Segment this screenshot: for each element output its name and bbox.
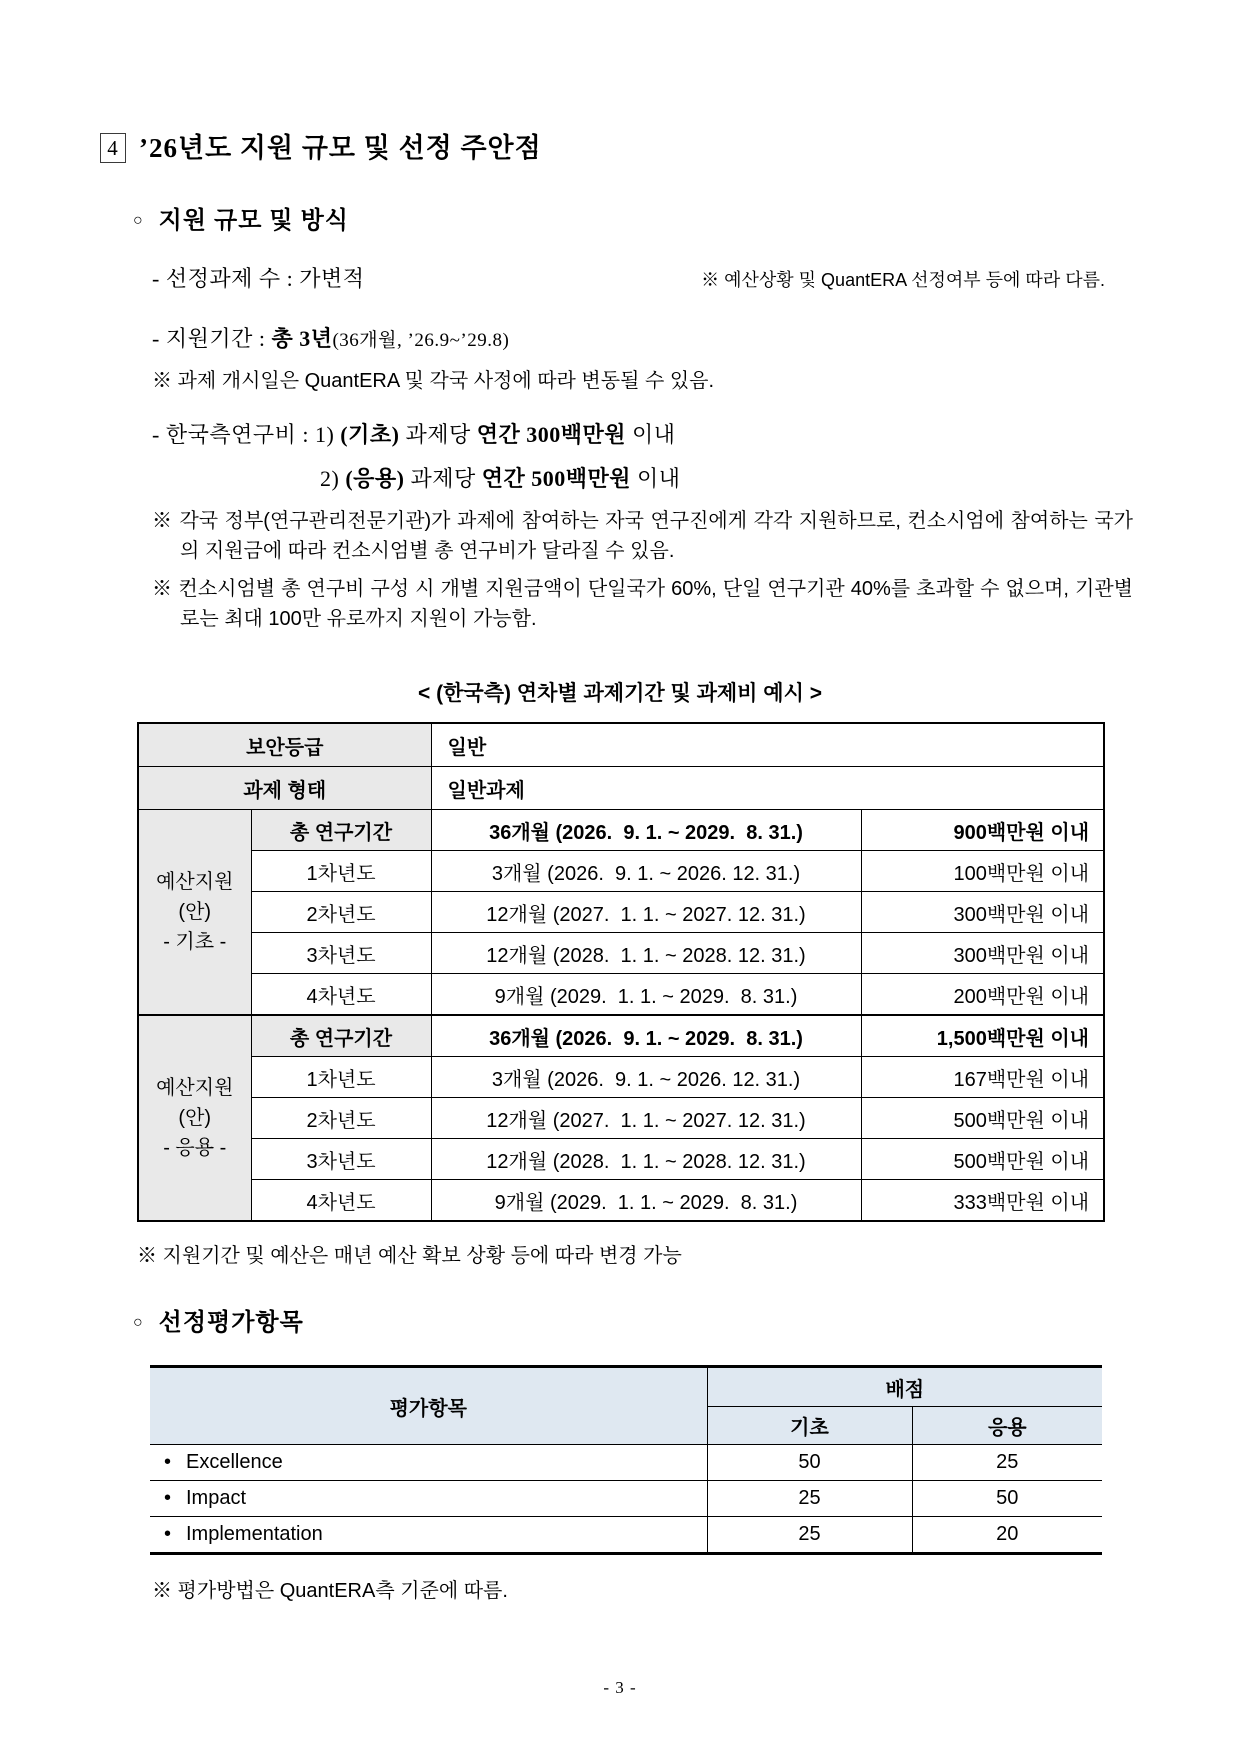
amount-cell: 1,500백만원 이내 <box>861 1015 1104 1057</box>
security-grade-row <box>138 723 1104 767</box>
amount-cell: 200백만원 이내 <box>861 974 1104 1016</box>
budget1-type: (기초) <box>340 422 400 447</box>
project-type-row <box>138 767 1104 810</box>
budget2-mid: 과제당 <box>404 466 482 491</box>
table-row-basic-y3 <box>138 933 1104 974</box>
amount-cell: 500백만원 이내 <box>861 1098 1104 1139</box>
year-cell: 2차년도 <box>251 1098 431 1139</box>
circle-bullet-icon: ○ <box>133 1314 144 1331</box>
year-cell: 2차년도 <box>251 892 431 933</box>
year-cell: 1차년도 <box>251 851 431 892</box>
period-cell: 9개월 (2029. 1. 1. ~ 2029. 8. 31.) <box>431 974 861 1016</box>
period-prefix: - 지원기간 : <box>152 326 272 351</box>
group-label-line: 예산지원 <box>156 871 234 893</box>
consortium-note-2: ※ 컨소시엄별 총 연구비 구성 시 개별 지원금액이 단일국가 60%, 단일 연구기관 40%를 초과할 수 없으며, 기관별로는 최대 100만 유로까지 지원이 가능함. <box>152 578 1133 630</box>
period-cell: 12개월 (2027. 1. 1. ~ 2027. 12. 31.) <box>431 1098 861 1139</box>
period-detail: (36개월, ’26.9~’29.8) <box>332 330 510 351</box>
line-korea-budget-applied <box>320 464 1240 494</box>
year-cell: 총 연구기간 <box>251 810 431 851</box>
project-count-label: - 선정과제 수 : 가변적 <box>152 266 365 291</box>
subsection-heading-eval <box>133 1308 1240 1338</box>
circle-bullet-icon: ○ <box>133 212 144 229</box>
year-cell: 총 연구기간 <box>251 1015 431 1057</box>
budget2-prefix: 2) <box>320 466 346 491</box>
line-support-period <box>152 324 1105 356</box>
eval-col-score-header: 배점 <box>707 1367 1102 1407</box>
period-cell: 3개월 (2026. 9. 1. ~ 2026. 12. 31.) <box>431 1057 861 1098</box>
eval-applied-score: 20 <box>912 1517 1102 1554</box>
bullet-icon: • <box>164 1523 172 1545</box>
year-cell: 4차년도 <box>251 974 431 1016</box>
eval-basic-score: 25 <box>707 1481 912 1517</box>
table-row-applied-total <box>138 1015 1104 1057</box>
evaluation-note: ※ 평가방법은 QuantERA측 기준에 따름. <box>152 1580 508 1602</box>
period-cell: 9개월 (2029. 1. 1. ~ 2029. 8. 31.) <box>431 1180 861 1222</box>
period-bold: 총 3년 <box>271 326 333 351</box>
type-value-cell: 일반과제 <box>431 767 1104 810</box>
eval-item-label: Excellence <box>186 1451 283 1473</box>
group-label-line: - 응용 - <box>163 1137 227 1159</box>
amount-cell: 300백만원 이내 <box>861 892 1104 933</box>
amount-cell: 300백만원 이내 <box>861 933 1104 974</box>
budget1-mid: 과제당 <box>399 422 477 447</box>
group-label-line: - 기초 - <box>163 931 227 953</box>
budget1-suffix: 이내 <box>625 422 676 447</box>
eval-col-applied-header: 응용 <box>912 1407 1102 1445</box>
subsection-title-support: 지원 규모 및 방식 <box>158 208 349 234</box>
amount-cell: 500백만원 이내 <box>861 1139 1104 1180</box>
amount-cell: 333백만원 이내 <box>861 1180 1104 1222</box>
eval-item-label: Implementation <box>186 1523 323 1545</box>
group-label-cell-basic <box>138 810 251 1016</box>
eval-item-label: Impact <box>186 1487 247 1509</box>
year-cell: 3차년도 <box>251 1139 431 1180</box>
eval-item-cell <box>150 1445 707 1481</box>
section-heading <box>100 130 1240 166</box>
security-label-cell: 보안등급 <box>138 723 431 767</box>
eval-item-cell <box>150 1517 707 1554</box>
table-row-basic-y2 <box>138 892 1104 933</box>
table-row-basic-y4 <box>138 974 1104 1016</box>
table-row-applied-y3 <box>138 1139 1104 1180</box>
budget-table-note: ※ 지원기간 및 예산은 매년 예산 확보 상황 등에 따라 변경 가능 <box>137 1245 682 1267</box>
eval-row-implementation <box>150 1517 1102 1554</box>
evaluation-table <box>150 1365 1102 1555</box>
bullet-icon: • <box>164 1451 172 1473</box>
year-cell: 1차년도 <box>251 1057 431 1098</box>
year-cell: 4차년도 <box>251 1180 431 1222</box>
eval-basic-score: 25 <box>707 1517 912 1554</box>
eval-header-row-1 <box>150 1367 1102 1407</box>
eval-row-impact <box>150 1481 1102 1517</box>
amount-cell: 100백만원 이내 <box>861 851 1104 892</box>
subsection-title-eval: 선정평가항목 <box>158 1310 304 1336</box>
line-korea-budget-basic <box>152 420 1105 450</box>
group-label-line: (안) <box>178 1107 212 1129</box>
line-project-count <box>152 264 1105 294</box>
period-note: ※ 과제 개시일은 QuantERA 및 각국 사정에 따라 변동될 수 있음. <box>152 370 715 392</box>
amount-cell: 167백만원 이내 <box>861 1057 1104 1098</box>
period-cell: 12개월 (2027. 1. 1. ~ 2027. 12. 31.) <box>431 892 861 933</box>
period-cell: 3개월 (2026. 9. 1. ~ 2026. 12. 31.) <box>431 851 861 892</box>
group-label-line: 예산지원 <box>156 1077 234 1099</box>
eval-row-excellence <box>150 1445 1102 1481</box>
eval-col-basic-header: 기초 <box>707 1407 912 1445</box>
section-number-box: 4 <box>100 133 126 163</box>
budget1-amount: 연간 300백만원 <box>476 422 626 447</box>
security-value-cell: 일반 <box>431 723 1104 767</box>
table-row-applied-y2 <box>138 1098 1104 1139</box>
period-cell: 36개월 (2026. 9. 1. ~ 2029. 8. 31.) <box>431 810 861 851</box>
budget2-suffix: 이내 <box>631 466 681 491</box>
page-number: - 3 - <box>603 1678 637 1697</box>
year-cell: 3차년도 <box>251 933 431 974</box>
group-label-cell-applied <box>138 1015 251 1221</box>
section-title: ’26년도 지원 규모 및 선정 주안점 <box>139 133 542 163</box>
budget2-amount: 연간 500백만원 <box>481 466 632 491</box>
amount-cell: 900백만원 이내 <box>861 810 1104 851</box>
table-row-applied-y4 <box>138 1180 1104 1222</box>
bullet-icon: • <box>164 1487 172 1509</box>
table-row-basic-y1 <box>138 851 1104 892</box>
eval-col-item-header: 평가항목 <box>150 1367 707 1445</box>
table-row-applied-y1 <box>138 1057 1104 1098</box>
period-cell: 12개월 (2028. 1. 1. ~ 2028. 12. 31.) <box>431 1139 861 1180</box>
period-cell: 12개월 (2028. 1. 1. ~ 2028. 12. 31.) <box>431 933 861 974</box>
project-count-note: ※ 예산상황 및 QuantERA 선정여부 등에 따라 다름. <box>701 270 1105 290</box>
budget-table-title: < (한국측) 연차별 과제기간 및 과제비 예시 > <box>418 682 822 705</box>
eval-item-cell <box>150 1481 707 1517</box>
budget1-prefix: - 한국측연구비 : 1) <box>152 422 341 447</box>
budget-table <box>137 722 1105 1222</box>
consortium-note-1: ※ 각국 정부(연구관리전문기관)가 과제에 참여하는 자국 연구진에게 각각 지원하므로, 컨소시엄에 참여하는 국가의 지원금에 따라 컨소시엄별 총 연구비가 달라질 수 있음. <box>152 510 1133 562</box>
type-label-cell: 과제 형태 <box>138 767 431 810</box>
budget2-type: (응용) <box>345 466 405 491</box>
table-row-basic-total <box>138 810 1104 851</box>
eval-applied-score: 50 <box>912 1481 1102 1517</box>
subsection-heading-support <box>133 206 1240 236</box>
eval-basic-score: 50 <box>707 1445 912 1481</box>
eval-applied-score: 25 <box>912 1445 1102 1481</box>
period-cell: 36개월 (2026. 9. 1. ~ 2029. 8. 31.) <box>431 1015 861 1057</box>
group-label-line: (안) <box>178 901 212 923</box>
